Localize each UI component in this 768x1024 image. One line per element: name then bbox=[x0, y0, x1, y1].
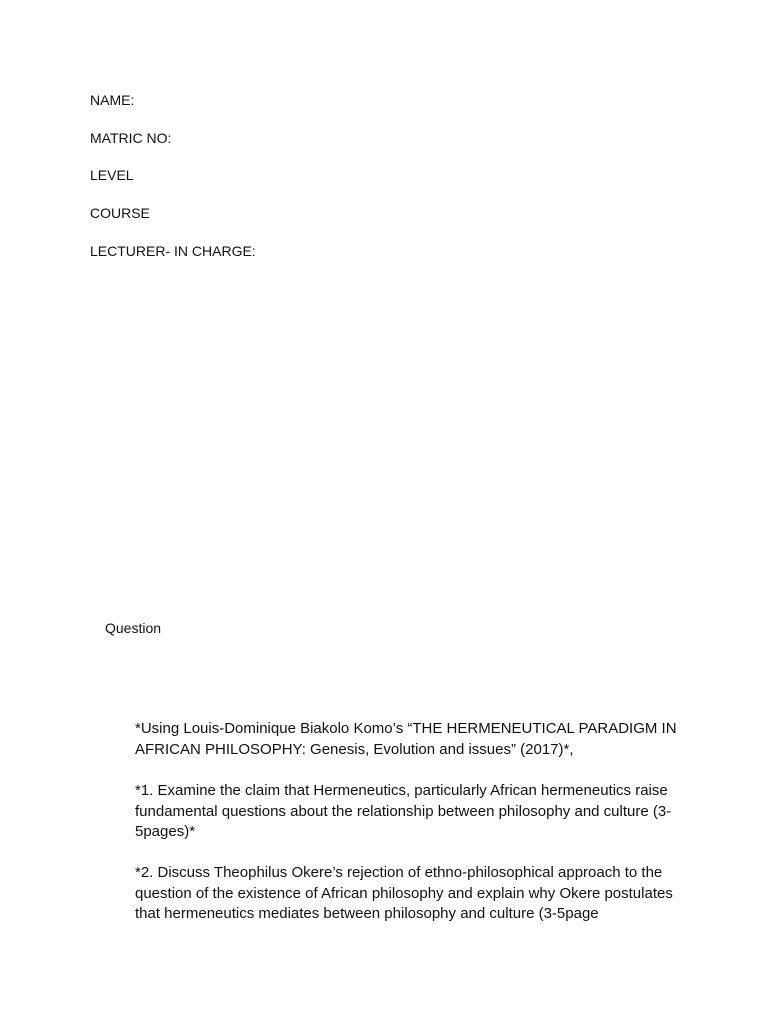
question-2-paragraph: *2. Discuss Theophilus Okere’s rejection of ethno-philosophical approach to the question of the existence of African philosophy and explain why Okere postulates that hermeneutics mediates between philosophy and culture (3-5page bbox=[135, 864, 673, 922]
question-heading: Question bbox=[105, 620, 162, 636]
question-1-paragraph: *1. Examine the claim that Hermeneutics, particularly African hermeneutics raise fundamental questions about the relationship between philosophy and culture (3-5pages)* bbox=[135, 782, 672, 840]
name-field-label: NAME: bbox=[90, 92, 135, 108]
lecturer-in-charge-field-label: LECTURER- IN CHARGE: bbox=[90, 243, 256, 259]
matric-no-field-label: MATRIC NO: bbox=[90, 130, 172, 146]
level-field-label: LEVEL bbox=[90, 167, 134, 183]
reference-paragraph: *Using Louis-Dominique Biakolo Komo’s “THE HERMENEUTICAL PARADIGM IN AFRICAN PHILOSOPHY: Genesis, Evolution and issues” (2017)*, bbox=[135, 720, 677, 758]
course-field-label: COURSE bbox=[90, 205, 150, 221]
